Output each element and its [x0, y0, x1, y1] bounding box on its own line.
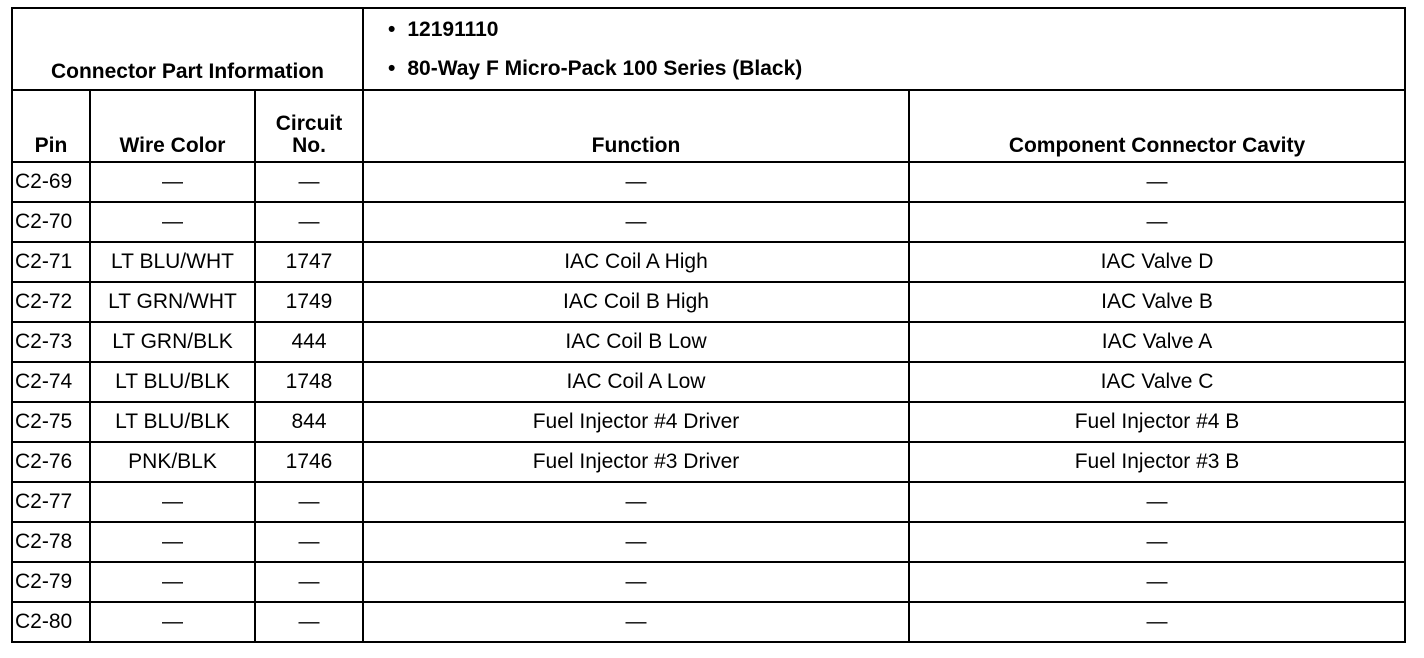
cell-function: IAC Coil B Low: [363, 322, 909, 362]
cell-pin: C2-69: [12, 162, 90, 202]
cell-pin: C2-78: [12, 522, 90, 562]
cell-wire-color: LT BLU/BLK: [90, 362, 255, 402]
cell-circuit-no: 444: [255, 322, 363, 362]
cell-pin: C2-71: [12, 242, 90, 282]
cell-wire-color: —: [90, 562, 255, 602]
connector-info-title: Connector Part Information: [12, 8, 363, 90]
column-header-function: Function: [363, 90, 909, 162]
cell-pin: C2-74: [12, 362, 90, 402]
cell-function: —: [363, 162, 909, 202]
cell-pin: C2-70: [12, 202, 90, 242]
cell-component-cavity: —: [909, 482, 1405, 522]
cell-circuit-no: —: [255, 202, 363, 242]
column-header-circuit-no: Circuit No.: [255, 90, 363, 162]
cell-function: Fuel Injector #4 Driver: [363, 402, 909, 442]
cell-wire-color: LT BLU/BLK: [90, 402, 255, 442]
table-row: [12, 602, 1405, 642]
cell-function: —: [363, 562, 909, 602]
column-header-component-cavity: Component Connector Cavity: [909, 90, 1405, 162]
cell-pin: C2-73: [12, 322, 90, 362]
column-header-pin: Pin: [12, 90, 90, 162]
cell-wire-color: PNK/BLK: [90, 442, 255, 482]
table-row: [12, 442, 1405, 482]
cell-component-cavity: —: [909, 522, 1405, 562]
cell-wire-color: LT GRN/WHT: [90, 282, 255, 322]
cell-pin: C2-75: [12, 402, 90, 442]
cell-component-cavity: Fuel Injector #3 B: [909, 442, 1405, 482]
cell-circuit-no: 1747: [255, 242, 363, 282]
table-row: [12, 282, 1405, 322]
cell-circuit-no: 1746: [255, 442, 363, 482]
cell-wire-color: —: [90, 602, 255, 642]
cell-function: IAC Coil B High: [363, 282, 909, 322]
cell-component-cavity: —: [909, 602, 1405, 642]
cell-function: —: [363, 602, 909, 642]
cell-wire-color: —: [90, 202, 255, 242]
cell-circuit-no: —: [255, 482, 363, 522]
cell-component-cavity: —: [909, 202, 1405, 242]
cell-circuit-no: —: [255, 162, 363, 202]
cell-circuit-no: —: [255, 602, 363, 642]
cell-pin: C2-79: [12, 562, 90, 602]
cell-function: —: [363, 202, 909, 242]
cell-wire-color: LT GRN/BLK: [90, 322, 255, 362]
cell-wire-color: —: [90, 162, 255, 202]
cell-wire-color: —: [90, 522, 255, 562]
cell-component-cavity: —: [909, 162, 1405, 202]
table-row: [12, 562, 1405, 602]
cell-circuit-no: 1749: [255, 282, 363, 322]
cell-function: —: [363, 522, 909, 562]
cell-pin: C2-76: [12, 442, 90, 482]
table-row: [12, 162, 1405, 202]
table-row: [12, 362, 1405, 402]
connector-info-details: [363, 8, 1405, 90]
column-header-wire-color: Wire Color: [90, 90, 255, 162]
connector-table: [11, 7, 1406, 643]
cell-function: Fuel Injector #3 Driver: [363, 442, 909, 482]
table-row: [12, 202, 1405, 242]
cell-component-cavity: Fuel Injector #4 B: [909, 402, 1405, 442]
cell-circuit-no: —: [255, 522, 363, 562]
table-row: [12, 402, 1405, 442]
cell-wire-color: LT BLU/WHT: [90, 242, 255, 282]
connector-part-number: • 12191110: [388, 10, 1404, 49]
cell-circuit-no: —: [255, 562, 363, 602]
cell-component-cavity: —: [909, 562, 1405, 602]
connector-description: • 80-Way F Micro-Pack 100 Series (Black): [388, 49, 1404, 88]
cell-circuit-no: 844: [255, 402, 363, 442]
cell-component-cavity: IAC Valve D: [909, 242, 1405, 282]
cell-component-cavity: IAC Valve B: [909, 282, 1405, 322]
cell-function: —: [363, 482, 909, 522]
cell-pin: C2-77: [12, 482, 90, 522]
table-row: [12, 482, 1405, 522]
column-header-row: [12, 90, 1405, 162]
cell-circuit-no: 1748: [255, 362, 363, 402]
table-row: [12, 242, 1405, 282]
cell-wire-color: —: [90, 482, 255, 522]
connector-info-list: [388, 10, 1404, 88]
cell-function: IAC Coil A Low: [363, 362, 909, 402]
cell-component-cavity: IAC Valve A: [909, 322, 1405, 362]
cell-pin: C2-80: [12, 602, 90, 642]
table-row: [12, 322, 1405, 362]
table-row: [12, 522, 1405, 562]
connector-info-row: [12, 8, 1405, 90]
cell-component-cavity: IAC Valve C: [909, 362, 1405, 402]
cell-function: IAC Coil A High: [363, 242, 909, 282]
table-body: [12, 162, 1405, 642]
cell-pin: C2-72: [12, 282, 90, 322]
